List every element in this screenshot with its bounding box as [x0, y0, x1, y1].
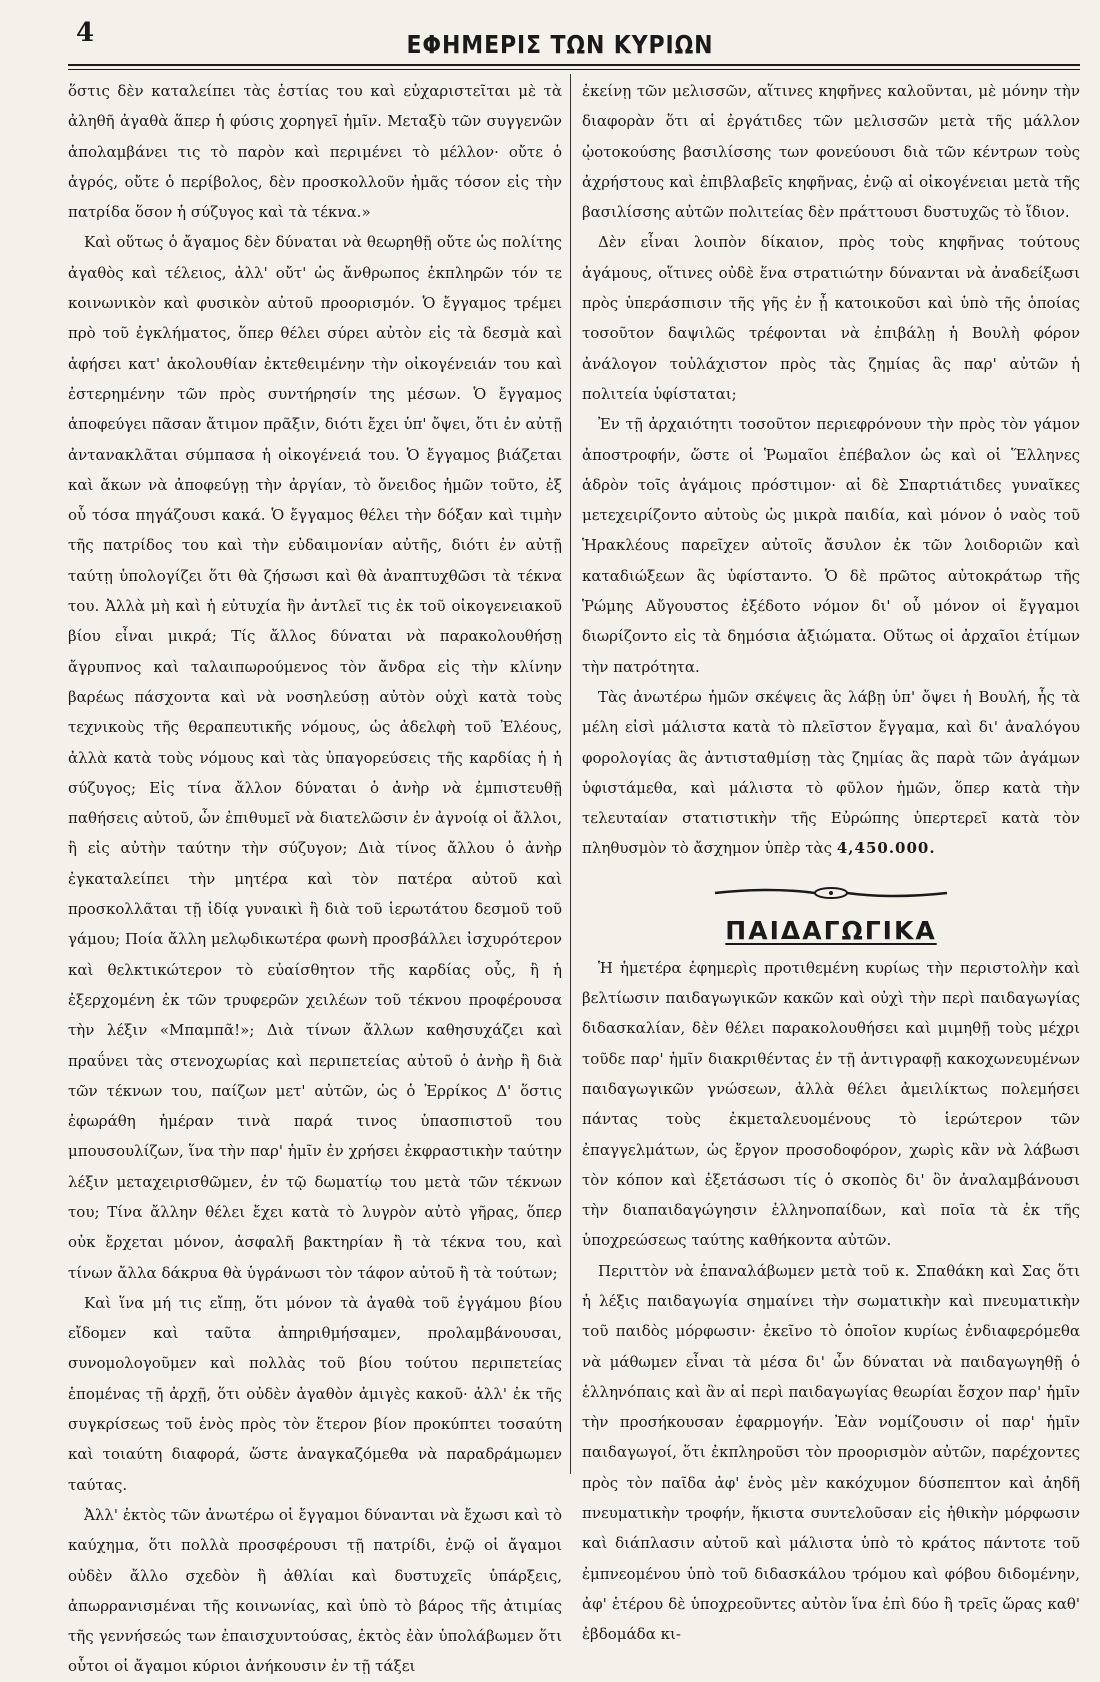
- right-paragraph-1: ἐκείνῃ τῶν μελισσῶν, αἵτινες κηφῆνες καλοῦνται, μὲ μόνην τὴν διαφορὰν ὅτι αἱ ἐργάτιδες τῶν μελισσῶν μετὰ τῆς μάλλον ᾠοτοκούσης βασιλίσσης των φονεύουσι διὰ τῶν κέντρων τοὺς ἀχρήστους καὶ ἐπιβλαβεῖς κηφῆνας, ἐνῷ αἱ οἰκογένειαι μετὰ τῆς βασιλίσσης αὐτῶν πολιτείας δὲν πράττουσι δυστυχῶς τὸ ἴδιον.: [582, 82, 1080, 222]
- left-column: [68, 76, 562, 1676]
- left-paragraph-3: Καὶ ἵνα μή τις εἴπῃ, ὅτι μόνον τὰ ἀγαθὰ τοῦ ἐγγάμου βίου εἴδομεν καὶ ταῦτα ἀπηριθμήσαμεν, προλαμβάνουσαι, συνομολογοῦμεν καὶ πολλὰς τοῦ βίου τούτου περιπετείας ἑπομένας τῇ ἀρχῇ, ὅτι οὐδὲν ἀγαθὸν ἀμιγὲς κακοῦ· ἀλλ' ἐκ τῆς συγκρίσεως τοῦ ἑνὸς πρὸς τὸν ἕτερον βίον προκύπτει τοσαύτη καὶ τοιαύτη διαφορά, ὥστε ἀναγκαζόμεθα νὰ παραδράμωμεν ταύτας.: [68, 1293, 562, 1494]
- masthead: [40, 14, 1080, 60]
- right-column: [582, 76, 1080, 1644]
- right-paragraph-2: Δὲν εἶναι λοιπὸν δίκαιον, πρὸς τοὺς κηφῆνας τούτους ἀγάμους, οἵτινες οὐδὲ ἕνα στρατιώτην δύνανται νὰ ἀναδείξωσι πρὸς ὑπεράσπισιν τῆς γῆς ἐν ᾗ κατοικοῦσι καὶ ὑπὸ τῆς ὁποίας τοσοῦτον δαψιλῶς τρέφονται νὰ ἐπιβάλῃ ἡ Βουλὴ φόρον ἀνάλογον τοὐλάχιστον πρὸς τὰς ζημίας ἃς παρ' αὐτῶν ἡ πολιτεία ὑφίσταται;: [582, 233, 1080, 403]
- masthead-title: ΕΦΗΜΕΡΙΣ ΤΩΝ ΚΥΡΙΩΝ: [406, 30, 714, 59]
- ornament-divider-icon: [711, 884, 951, 902]
- section-title: ΠΑΙΔΑΓΩΓΙΚΑ: [725, 915, 937, 945]
- left-paragraph-4: Ἀλλ' ἐκτὸς τῶν ἀνωτέρω οἱ ἔγγαμοι δύνανται νὰ ἔχωσι καὶ τὸ καύχημα, ὅτι πολλὰ προσφέρουσι τῇ πατρίδι, ἐνῷ οἱ ἄγαμοι οὐδὲν ἄλλο σχεδὸν ἢ ἀθλίαι καὶ δυστυχεῖς ὑπάρξεις, ἀπωρρανισμέναι τῆς κοινωνίας, καὶ ὑπὸ τὸ βάρος τῆς ἀτιμίας τῆς γεννήσεώς των ἐπαισχυντούσας, ἐκτὸς ἐὰν ὑπολάβωμεν ὅτι οὗτοι οἱ ἄγαμοι κύριοι ἀνήκουσιν ἐν τῇ τάξει: [68, 1505, 562, 1676]
- left-paragraph-1: ὅστις δὲν καταλείπει τὰς ἑστίας του καὶ εὐχαριστεῖται μὲ τὰ ἀληθῆ ἀγαθὰ ἅπερ ἡ φύσις χορηγεῖ ἡμῖν. Μεταξὺ τῶν συγγενῶν ἀπολαμβάνει τις τὸ παρὸν καὶ περιμένει τὸ μέλλον· οὔτε ὁ ἀγρός, οὔτε ὁ περίβολος, δὲν προσκολλοῦν ἡμᾶς τόσον εἰς τὴν πατρίδα ὅσον ἡ σύζυγος καὶ τὰ τέκνα.»: [68, 82, 562, 222]
- right-paragraph-3: Ἐν τῇ ἀρχαιότητι τοσοῦτον περιεφρόνουν τὴν πρὸς τὸν γάμον ἀποστροφήν, ὥστε οἱ Ῥωμαῖοι ἐπέβαλον ὡς καὶ οἱ Ἕλληνες ἁδρὸν τοῖς ἀγάμοις πρόστιμον· αἱ δὲ Σπαρτιάτιδες γυναῖκες μετεχειρίζοντο αὐτοὺς ὡς μικρὰ παιδία, καὶ μόνον ὁ ναὸς τοῦ Ἡρακλέους παρεῖχεν αὐτοῖς ἄσυλον ἐκ τῶν λοιδοριῶν καὶ καταδιώξεων ἃς ὑφίσταντο. Ὁ δὲ πρῶτος αὐτοκράτωρ τῆς Ῥώμης Αὔγουστος ἐξέδοτο νόμον δι' οὗ μόνον οἱ ἔγγαμοι διωρίζοντο εἰς τὰ δημόσια ἀξιώματα. Οὕτως οἱ ἀρχαῖοι ἐτίμων τὴν πατρότητα.: [582, 415, 1080, 676]
- population-amount: 4,450.000.: [836, 839, 936, 858]
- right-paragraph-4: [582, 682, 1080, 864]
- left-paragraph-2: Καὶ οὕτως ὁ ἄγαμος δὲν δύναται νὰ θεωρηθῇ οὔτε ὡς πολίτης ἀγαθὸς καὶ τέλειος, ἀλλ' οὔτ' ὡς ἄνθρωπος ἐκπληρῶν τόν τε κοινωνικὸν καὶ φυσικὸν αὐτοῦ προορισμόν. Ὁ ἔγγαμος τρέμει πρὸ τοῦ ἐγκλήματος, ὅπερ θέλει σύρει αὐτὸν εἰς τὰ δεσμὰ καὶ ἀφήσει κατ' ἀκολουθίαν ἐκτεθειμένην τὴν οἰκογένειάν του καὶ ἐστερημένην τῶν πρὸς συντήρησίν της μέσων. Ὁ ἔγγαμος ἀποφεύγει πᾶσαν ἄτιμον πρᾶξιν, διότι ἔχει ὑπ' ὄψει, ὅτι ἐν αὐτῇ ἀντανακλᾶται σύμπασα ἡ οἰκογένειά του. Ὁ ἔγγαμος βιάζεται καὶ ἄκων νὰ ἀποφεύγῃ τὴν ἀργίαν, τὸ ὄνειδος ἡμῶν τοῦτο, ἐξ οὗ τόσα πηγάζουσι κακά. Ὁ ἔγγαμος θέλει τὴν δόξαν καὶ τιμὴν τῆς πατρίδος του καὶ τὴν εὐδαιμονίαν αὐτῆς, διότι ἐν αὐτῇ ταύτῃ ὑπολογίζει ὅτι θὰ ζήσωσι καὶ θὰ ἀναπτυχθῶσι τὰ τέκνα του. Ἀλλὰ μὴ καὶ ἡ εὐτυχία ἣν ἀντλεῖ τις ἐκ τοῦ οἰκογενειακοῦ βίου εἶναι μικρά; Τίς ἄλλος δύναται νὰ παρακολουθήσῃ ἄγρυπνος καὶ ταλαιπωρούμενος τὸν ἄνδρα εἰς τὴν κλίνην βαρέως πάσχοντα καὶ νὰ νοσηλεύσῃ αὐτὸν οὐχὶ κατὰ τοὺς τεχνικοὺς τῆς θεραπευτικῆς νόμους, ὡς ἀδελφὴ τοῦ Ἐλέους, ἀλλὰ κατὰ τοὺς νόμους καὶ τὰς ὑπαγορεύσεις τῆς καρδίας ἡ ἡ σύζυγος; Εἰς τίνα ἄλλον δύναται ὁ ἀνὴρ νὰ ἐμπιστευθῇ παθήσεις αὐτοῦ, ὧν ἐπιθυμεῖ νὰ διατελῶσιν ἐν ἀγνοίᾳ οἱ ἄλλοι, ἢ εἰς αὐτὴν ταύτην τὴν σύζυγον; Διὰ τίνος ἄλλου ὁ ἀνὴρ ἐγκαταλείπει τὴν μητέρα καὶ τὸν πατέρα αὐτοῦ καὶ προσκολλᾶται τῇ ἰδίᾳ γυναικὶ ἢ διὰ τοῦ ἱερωτάτου δεσμοῦ τοῦ γάμου; Ποία ἄλλη μελῳδικωτέρα φωνὴ προσβάλλει ἰσχυρότερον καὶ θελκτικώτερον τὸ εὐαίσθητον τῆς καρδίας οὖς, ἢ ἡ ἐξερχομένη ἐκ τῶν τρυφερῶν χειλέων τοῦ τέκνου προφέρουσα τὴν λέξιν «Μπαμπᾶ!»; Διὰ τίνων ἄλλων καθησυχάζει καὶ πραΰνει τὰς στενοχωρίας καὶ περιπετείας αὐτοῦ ὁ ἀνὴρ ἢ διὰ τῶν τέκνων του, παίζων μετ' αὐτῶν, ὡς ὁ Ἐρρίκος Δ' ὅστις ἐφωράθη ἡμέραν τινὰ παρά τινος ὑπασπιστοῦ του μπουσουλίζων, ἵνα τὴν παρ' ἡμῖν ἐν χρήσει ἐκφραστικὴν ταύτην λέξιν μεταχειρισθῶμεν, ἐν τῷ δωματίῳ του μετὰ τῶν τέκνων του; Τίνα ἄλλην θέλει ἔχει κατὰ τὸ λυγρὸν αὐτὸ γῆρας, ὅπερ οὐκ ἔρχεται μόνον, ἀσφαλῆ βακτηρίαν ἢ τὰ τέκνα του, καὶ τίνων ἄλλα δάκρυα θὰ ὑγράνωσι τὸν τάφον αὐτοῦ ἢ τὰ τούτων;: [68, 233, 562, 1282]
- column-divider: [570, 74, 571, 1474]
- masthead-rule-thick: [68, 64, 1080, 66]
- page-number: 4: [76, 18, 95, 48]
- right-paragraph-6: Περιττὸν νὰ ἐπαναλάβωμεν μετὰ τοῦ κ. Σπαθάκη καὶ Σας ὅτι ἡ λέξις παιδαγωγία σημαίνει τὴν σωματικὴν καὶ πνευματικὴν τοῦ παιδὸς μόρφωσιν· ἐκεῖνο τὸ ὁποῖον κυρίως ἐνδιαφερόμεθα νὰ μάθωμεν εἶναι τὰ μέσα δι' ὧν δύναται νὰ παιδαγωγηθῇ ὁ ἑλληνόπαις καὶ ἂν αἱ περὶ παιδαγωγίας θεωρίαι ἔσχον παρ' ἡμῖν τὴν προσήκουσαν ἐφαρμογήν. Ἐὰν νομίζουσιν οἱ παρ' ἡμῖν παιδαγωγοί, ὅτι ἐκπληροῦσι τὸν προορισμὸν αὐτῶν, παρέχοντες πρὸς τὸν παῖδα ἀφ' ἑνὸς μὲν κακόχυμον δύσπεπτον καὶ ἀηδῆ πνευματικὴν τροφήν, ἥκιστα συντελοῦσαν εἰς ἠθικὴν μόρφωσιν καὶ διάπλασιν αὐτοῦ καὶ μάλιστα ὑπὸ τὸ κράτος πάντοτε τοῦ ἐμπνεομένου ὑπὸ τοῦ διδασκάλου τρόμου καὶ φόβου διδομένην, ἀφ' ἑτέρου δὲ ὑποχρεοῦντες αὐτὸν ἵνα ἐπὶ δύο ἢ τρεῖς ὥρας καθ' ἑβδομάδα κι-: [582, 1261, 1080, 1644]
- right-paragraph-5: Ἡ ἡμετέρα ἐφημερὶς προτιθεμένη κυρίως τὴν περιστολὴν καὶ βελτίωσιν παιδαγωγικῶν κακῶν καὶ οὐχὶ τὴν περὶ παιδαγωγίας διδασκαλίαν, δὲν θέλει παρακολουθήσει καὶ μιμηθῇ τοὺς μέχρι τοῦδε παρ' ἡμῖν διακριθέντας ἐν τῇ ἀντιγραφῇ κακοχωνευμένων παιδαγωγικῶν γνώσεων, ἀλλὰ θέλει ἀμειλίκτως πολεμήσει πάντας τοὺς ἐκμεταλευομένους τὸ ἱερώτερον τῶν ἐπαγγελμάτων, ὡς ἔργον προσοδοφόρον, χωρὶς κἂν νὰ λάβωσι τὸν κόπον καὶ ἐξετάσωσι τίς ὁ σκοπὸς δι' ὃν ἀναλαμβάνουσι τὴν διαπαιδαγώγησιν ἑλληνοπαίδων, καὶ ποῖα τὰ ἐκ τῆς ὑποχρεώσεως ταύτης καθήκοντα αὐτῶν.: [582, 958, 1080, 1250]
- right-paragraph-4-text: Τὰς ἀνωτέρω ἡμῶν σκέψεις ἃς λάβῃ ὑπ' ὄψει ἡ Βουλή, ἧς τὰ μέλη εἰσὶ μάλιστα κατὰ τὸ πλεῖστον ἔγγαμα, καὶ δι' ἀναλόγου φορολογίας ἃς ἀντισταθμίσῃ τὰς ζημίας ἃς παρὰ τῶν ἀγάμων ὑφιστάμεθα, καὶ μάλιστα τὸ φῦλον ἡμῶν, ὅπερ κατὰ τὴν τελευταίαν στατιστικὴν τῆς Εὐρώπης ὑπερτερεῖ κατὰ τὸν πληθυσμὸν τὸ ἄσχημον ὑπὲρ τὰς: [582, 687, 1080, 858]
- masthead-rule-thin: [68, 69, 1080, 70]
